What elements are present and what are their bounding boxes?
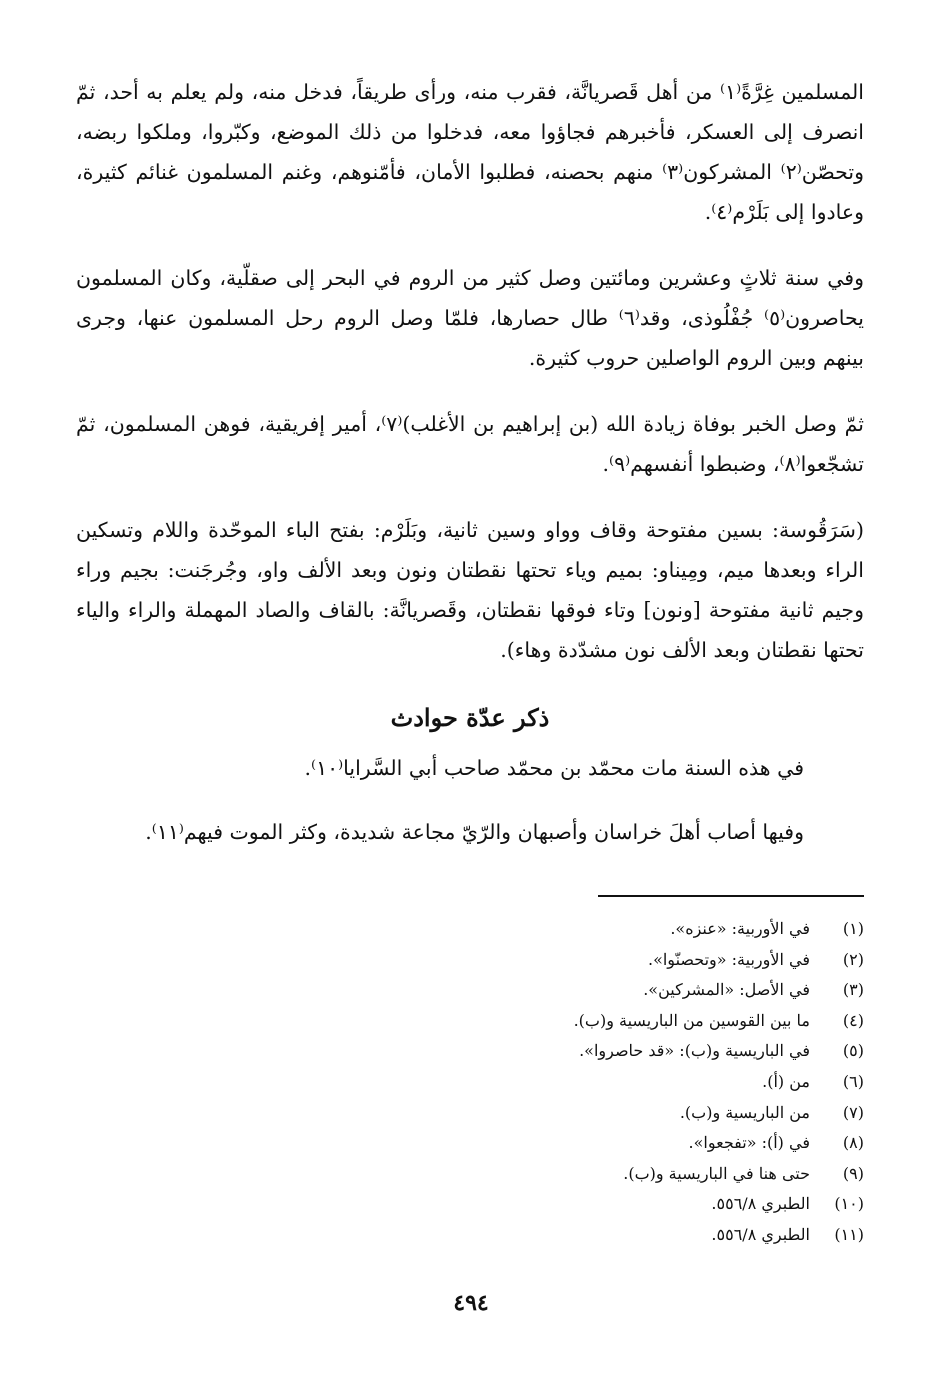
footnote-text: الطبري ٥٥٦/٨.: [711, 1224, 810, 1244]
footnote-text: في الباريسية و(ب): «قد حاصروا».: [579, 1041, 810, 1061]
footnote-number: (٩): [842, 1163, 864, 1183]
footnote-item: [344, 1128, 864, 1159]
footnote-text: في الأوربية: «عنزه».: [670, 919, 810, 938]
footnote-divider: [598, 895, 864, 897]
footnote-item: [344, 1036, 864, 1067]
footnote-number: (٧): [842, 1102, 864, 1122]
footnote-number: (٨): [842, 1133, 864, 1153]
footnote-text: الطبري ٥٥٦/٨.: [711, 1194, 810, 1214]
section-paragraph-1: في هذه السنة مات محمّد بن محمّد صاحب أبي السَّرايا⁽١٠⁾.: [304, 756, 804, 780]
footnote-text: في (أ): «تفجعوا».: [688, 1133, 810, 1153]
footnote-item: [344, 1098, 864, 1129]
footnote-text: من الباريسية و(ب).: [679, 1102, 810, 1122]
footnotes-list: [344, 914, 864, 1251]
paragraph-4: (سَرَقُوسة: بسين مفتوحة وقاف وواو وسين ثانية، وبَلَرْم: بفتح الباء الموحّدة واللام وتسكين الراء وبعدها ميم، ومِيناو: بميم وياء تحتها نقطتان ونون وبعد الألف واو، وجُرجَنت: بجيم وراء وجيم ثانية مفتوحة [ونون] وتاء فوقها نقطتان، وقَصريانَّة: بالقاف والصاد المهملة والراء والياء تحتها نقطتان وبعد الألف نون مشدّدة وهاء).: [76, 518, 864, 662]
footnote-text: من (أ).: [762, 1071, 810, 1091]
footnote-text: ما بين القوسين من الباريسية و(ب).: [573, 1010, 810, 1030]
section-paragraph-2: وفيها أصاب أهلَ خراسان وأصبهان والرّيّ مجاعة شديدة، وكثر الموت فيهم⁽١١⁾.: [145, 820, 804, 844]
footnote-item: [344, 1189, 864, 1220]
paragraph-1: المسلمين غِرَّةً⁽١⁾ من أهل قَصريانَّة، فقرب منه، ورأى طريقاً، فدخل منه، ولم يعلم به أحد، ثمّ انصرف إلى العسكر، فأخبرهم فجاؤوا معه، فدخلوا من ذلك الموضع، وكبّروا، وملكوا ربضه، وتحصّن⁽٢⁾ المشركون⁽٣⁾ منهم بحصنه، فطلبوا الأمان، فأمّنوهم، وغنم المسلمون غنائم كثيرة، وعادوا إلى بَلَرْم⁽٤⁾.: [76, 80, 864, 224]
paragraph-3: ثمّ وصل الخبر بوفاة زيادة الله (بن إبراهيم بن الأغلب)⁽٧⁾، أمير إفريقية، فوهن المسلمون، ثمّ تشجّعوا⁽٨⁾، وضبطوا أنفسهم⁽٩⁾.: [76, 412, 864, 476]
main-text: [76, 72, 864, 852]
footnote-text: في الأصل: «المشركين».: [643, 980, 810, 1000]
footnote-number: (١): [842, 919, 864, 938]
footnote-number: (١٠): [834, 1194, 864, 1214]
footnote-text: في الأوربية: «وتحصنّوا».: [647, 949, 810, 969]
page-number: ٤٩٤: [453, 1290, 489, 1316]
footnote-number: (٣): [842, 980, 864, 1000]
footnote-item: [344, 975, 864, 1006]
footnote-item: [344, 1159, 864, 1190]
footnote-item: [344, 1220, 864, 1251]
footnote-item: [344, 1006, 864, 1037]
footnote-number: (٢): [842, 949, 864, 969]
footnote-number: (٦): [842, 1071, 864, 1091]
footnote-item: [344, 1067, 864, 1098]
footnote-text: حتى هنا في الباريسية و(ب).: [623, 1163, 810, 1183]
footnote-number: (٥): [842, 1041, 864, 1061]
footnote-item: [344, 914, 864, 945]
footnote-number: (٤): [842, 1010, 864, 1030]
footnote-number: (١١): [834, 1224, 864, 1244]
footnote-item: [344, 945, 864, 976]
section-heading: ذكر عدّة حوادث: [390, 703, 550, 732]
paragraph-2: وفي سنة ثلاثٍ وعشرين ومائتين وصل كثير من الروم في البحر إلى صقلّية، وكان المسلمون يحاصرون⁽٥⁾ جُفْلُوذى، وقد⁽٦⁾ طال حصارها، فلمّا وصل الروم رحل المسلمون عنها، وجرى بينهم وبين الروم الواصلين حروب كثيرة.: [76, 266, 864, 370]
